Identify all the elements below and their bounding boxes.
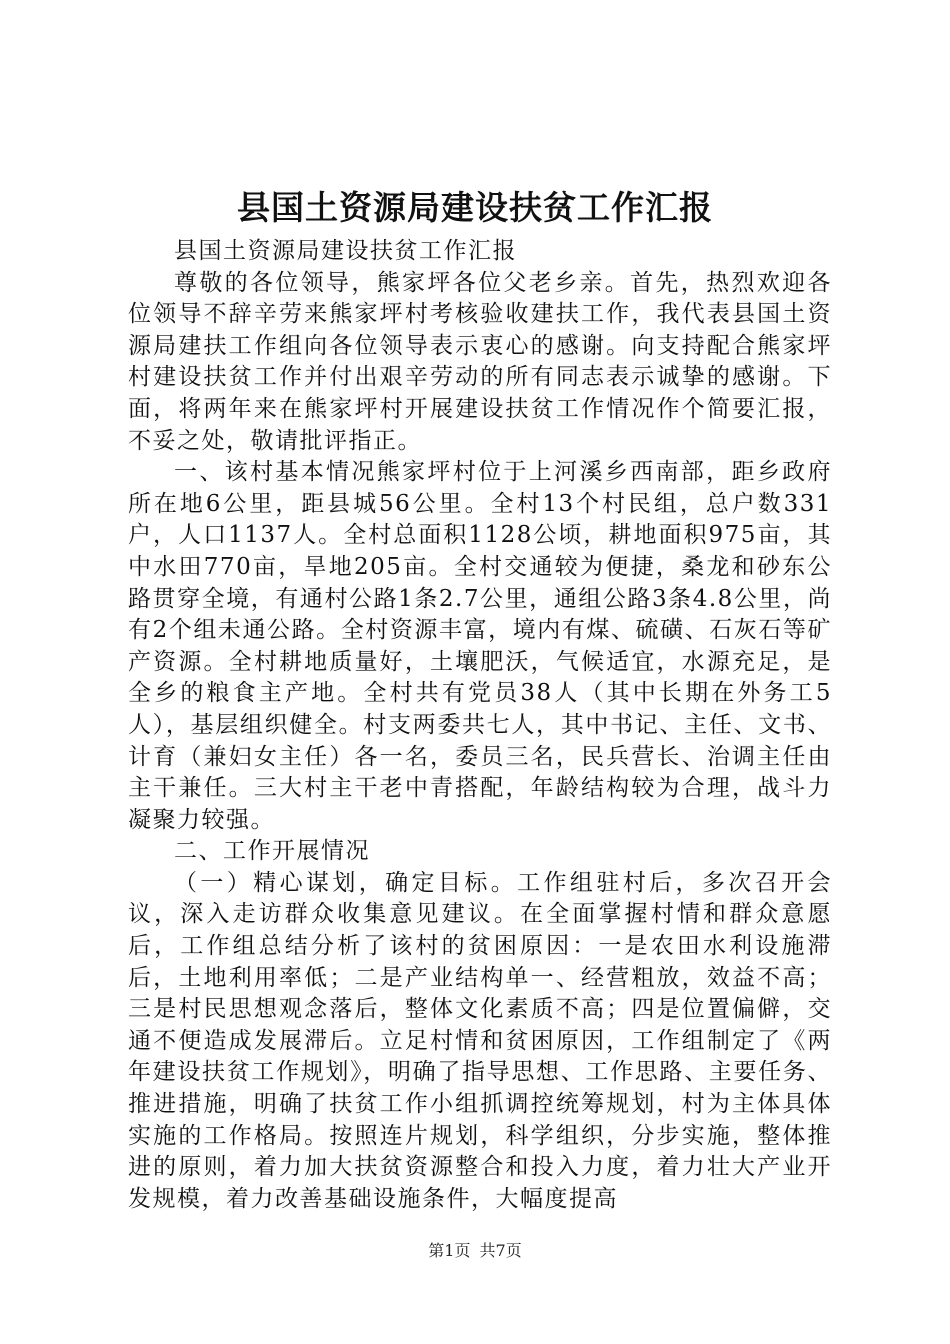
paragraph-greeting: 尊敬的各位领导，熊家坪各位父老乡亲。首先，热烈欢迎各位领导不辞辛劳来熊家坪村考核验收建扶工作，我代表县国土资源局建扶工作组向各位领导表示衷心的感谢。向支持配合熊家坪村建设扶贫工作并付出艰辛劳动的所有同志表示诚挚的感谢。下面，将两年来在熊家坪村开展建设扶贫工作情况作个简要汇报，不妥之处，敬请批评指正。: [128, 269, 832, 454]
document-title: 县国土资源局建设扶贫工作汇报: [237, 188, 713, 227]
page-total: 共7页: [479, 1241, 522, 1260]
document-body: [128, 236, 832, 1215]
document-subtitle: 县国土资源局建设扶贫工作汇报: [174, 238, 517, 264]
paragraph-village-overview: 一、该村基本情况熊家坪村位于上河溪乡西南部，距乡政府所在地6公里，距县城56公里。全村13个村民组，总户数331户，人口1137人。全村总面积1128公顷，耕地面积975亩，其中水田770亩，旱地205亩。全村交通较为便捷，桑龙和砂东公路贯穿全境，有通村公路1条2.7公里，通组公路3条4.8公里，尚有2个组未通公路。全村资源丰富，境内有煤、硫磺、石灰石等矿产资源。全村耕地质量好，土壤肥沃，气候适宜，水源充足，是全乡的粮食主产地。全村共有党员38人（其中长期在外务工5人），基层组织健全。村支两委共七人，其中书记、主任、文书、计育（兼妇女主任）各一名，委员三名，民兵营长、治调主任由主干兼任。三大村主干老中青搭配，年龄结构较为合理，战斗力凝聚力较强。: [128, 459, 832, 833]
page-number: 第1页: [428, 1241, 471, 1260]
section-heading-work-progress: 二、工作开展情况: [174, 838, 370, 865]
page-footer: [0, 1240, 950, 1262]
paragraph-planning: （一）精心谋划，确定目标。工作组驻村后，多次召开会议，深入走访群众收集意见建议。在全面掌握村情和群众意愿后，工作组总结分析了该村的贫困原因：一是农田水利设施滞后，土地利用率低；二是产业结构单一、经营粗放，效益不高；三是村民思想观念落后，整体文化素质不高；四是位置偏僻，交通不便造成发展滞后。立足村情和贫困原因，工作组制定了《两年建设扶贫工作规划》，明确了指导思想、工作思路、主要任务、推进措施，明确了扶贫工作小组抓调控统筹规划，村为主体具体实施的工作格局。按照连片规划，科学组织，分步实施，整体推进的原则，着力加大扶贫资源整合和投入力度，着力壮大产业开发规模，着力改善基础设施条件，大幅度提高: [128, 869, 832, 1212]
